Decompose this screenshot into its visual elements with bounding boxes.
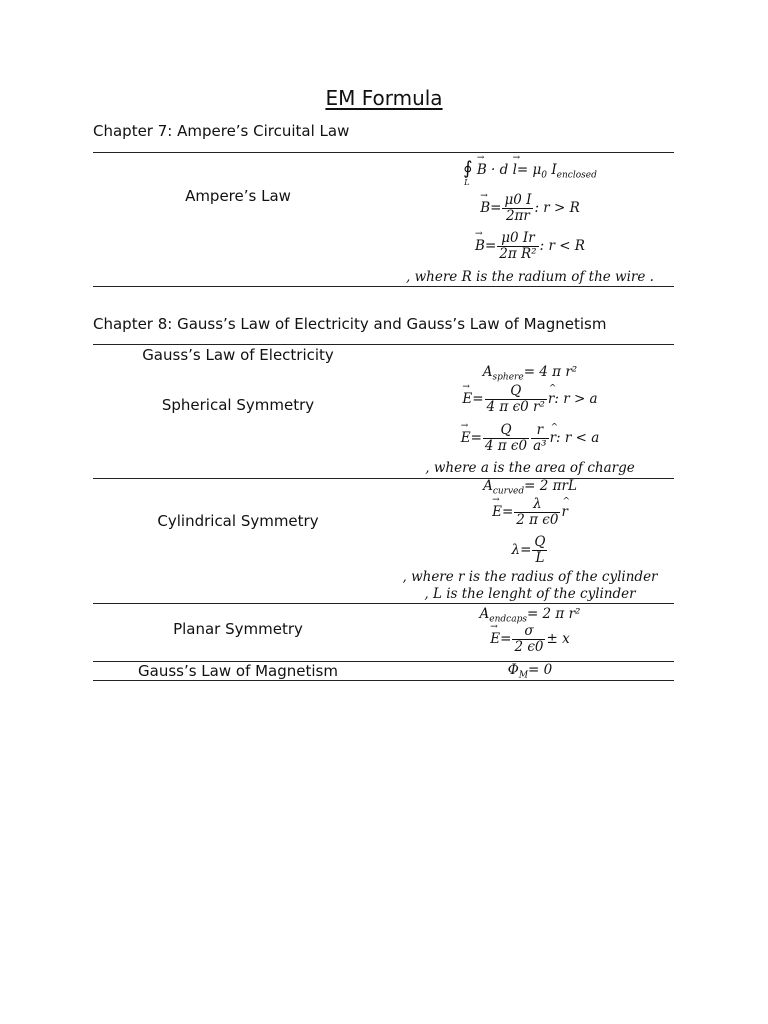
sphere-area-formula: $A_{sphere}= 4$ π r² <box>482 364 578 383</box>
cylinder-area-formula: $A_{curved}= 2$ πrL <box>483 478 577 497</box>
sphere-inside-formula: → E= $\frac{Q}{\text{4 π ϵ0}}$ $\frac{r}{\text{a³}}$ ^ r: r < a <box>380 423 680 454</box>
ampere-outside-formula: → B= $\frac{\mu 0 I}{2\pi r}$ : r > R <box>380 193 680 224</box>
ampere-inside-formula: → B= $\frac{\mu 0 Ir}{\text{2π R²}}$ : r < R <box>380 231 680 262</box>
gauss-electricity-label: Gauss’s Law of Electricity <box>142 346 334 364</box>
rule-after-cylindrical <box>93 603 674 604</box>
chapter-8-heading: Chapter 8: Gauss’s Law of Electricity and Gauss’s Law of Magnetism <box>93 315 607 333</box>
lambda-formula: λ= $\frac{Q}{L}$ <box>511 534 546 566</box>
cylindrical-symmetry-label: Cylindrical Symmetry <box>157 512 319 530</box>
sphere-outside-formula: → E= $\frac{Q}{\text{4 π ϵ0 r²}}$ ^ r: r > a <box>380 384 680 415</box>
cylinder-note-length: , L is the lenght of the cylinder <box>424 586 636 602</box>
table-top-rule-ch7 <box>93 152 674 153</box>
ampere-note: , where R is the radium of the wire . <box>406 269 654 285</box>
planar-symmetry-label: Planar Symmetry <box>173 620 303 638</box>
contour-integral-icon: ∮ L <box>463 158 473 187</box>
cylinder-field-formula: → E= $\frac{\lambda}{\text{2 π ϵ0}}$ ^ r <box>380 497 680 528</box>
sphere-note: , where a is the area of charge <box>425 460 635 476</box>
table-top-rule-ch8 <box>93 344 674 345</box>
table-bottom-rule-ch8 <box>93 680 674 681</box>
document-title: EM Formula <box>325 86 443 110</box>
ampere-integral-formula: ∮ L → $B \cdot d \to l= \mu_0$ $I_{enclosed}$ <box>380 158 680 181</box>
magnetism-formula: $\Phi_M= 0$ <box>507 662 553 681</box>
planar-area-formula: $A_{endcaps}= 2$ π r² <box>479 606 581 625</box>
spherical-symmetry-label: Spherical Symmetry <box>161 396 315 414</box>
amperes-law-label: Ampere’s Law <box>185 187 291 205</box>
cylinder-note-radius: , where r is the radius of the cylinder <box>402 569 658 585</box>
chapter-7-heading: Chapter 7: Ampere’s Circuital Law <box>93 122 350 140</box>
planar-field-formula: → E= $\frac{\sigma}{2 \epsilon 0}$ ± x <box>380 624 680 655</box>
table-bottom-rule-ch7 <box>93 286 674 287</box>
gauss-magnetism-label: Gauss’s Law of Magnetism <box>138 662 338 680</box>
